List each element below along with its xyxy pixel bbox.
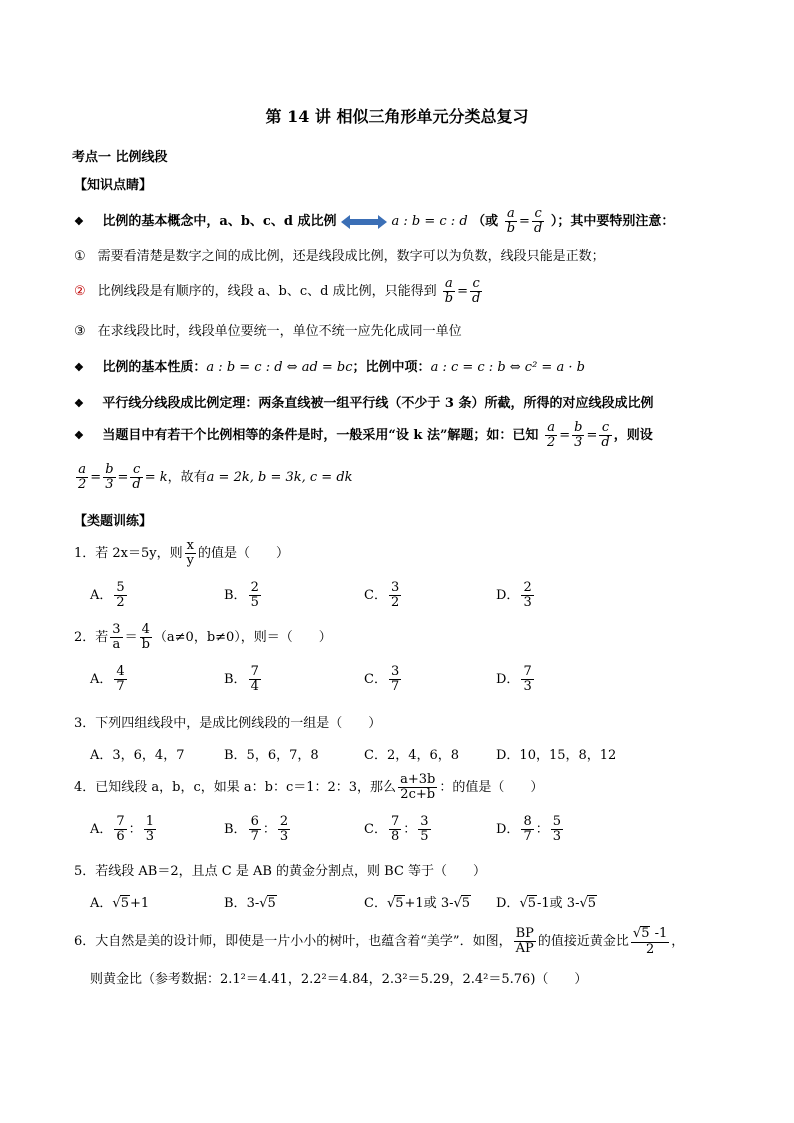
double-arrow-icon	[341, 214, 387, 230]
q4-option-a[interactable]: A． $\frac{7}{6}$ ： $\frac{1}{3}$	[90, 813, 154, 844]
q5-option-b[interactable]: B．3-√5	[224, 896, 276, 911]
question-4: 4．已知线段 a，b，c，如果 a：b：c＝1：2：3，那么 $\frac{a+3b}{2c+b}$ ：的值是（ ）	[74, 771, 544, 802]
fraction: $\frac{a}{b}$	[444, 275, 454, 306]
knowledge-point-4: ❖ 当题目中有若干个比例相等的条件是时，一般采用“设 k 法”解题；如：已知 $\frac{a}{2}$ = $\frac{b}{3}$ = $\frac{c}{d}$ ，则设	[74, 419, 653, 450]
fraction: $\frac{x}{y}$	[186, 537, 194, 568]
bullet-icon: ❖	[74, 429, 84, 442]
knowledge-header: 【知识点睛】	[74, 178, 153, 193]
q3-option-a[interactable]: A．3，6，4，7	[90, 748, 185, 763]
question-3: 3．下列四组线段中，是成比例线段的一组是（ ）	[74, 716, 382, 731]
q4-option-d[interactable]: D． $\frac{8}{7}$ ： $\frac{5}{3}$	[496, 813, 562, 844]
q4-option-b[interactable]: B． $\frac{6}{7}$ ： $\frac{2}{3}$	[224, 813, 289, 844]
q5-option-a[interactable]: A．√5+1	[90, 896, 150, 911]
knowledge-point-2: ❖ 比例的基本性质：a : b = c : d ⇔ ad = bc；比例中项：a : c = c : b ⇔ c² = a · b	[74, 360, 585, 375]
q3-option-c[interactable]: C．2，4，6，8	[364, 748, 460, 763]
note-1: ① 需要看清楚是数字之间的成比例，还是线段成比例，数字可以为负数，线段只能是正数；	[74, 249, 605, 264]
note-3: ③ 在求线段比时，线段单位要统一，单位不统一应先化成同一单位	[74, 324, 462, 339]
question-1: 1．若 2x＝5y，则 $\frac{x}{y}$ 的值是（ ）	[74, 537, 289, 568]
fraction: $\frac{c}{d}$	[471, 275, 481, 306]
page-title: 第 14 讲 相似三角形单元分类总复习	[265, 107, 529, 126]
practice-header: 【类题训练】	[74, 514, 153, 529]
fraction: $\frac{4}{b}$	[141, 621, 150, 652]
fraction: $\frac{b}{3}$	[105, 461, 114, 492]
knowledge-point-3: ❖ 平行线分线段成比例定理：两条直线被一组平行线（不少于 3 条）所截，所得的对应线段成比例	[74, 396, 654, 411]
fraction: $\frac{c}{d}$	[533, 205, 543, 236]
q1-option-d[interactable]: D． $\frac{2}{3}$	[496, 579, 532, 610]
fraction: $\frac{BP}{AP}$	[515, 925, 534, 956]
q2-option-c[interactable]: C． $\frac{3}{7}$	[364, 663, 400, 694]
fraction: $\frac{c}{d}$	[132, 461, 141, 492]
knowledge-point-1: ❖ 比例的基本概念中，a、b、c、d 成比例 a : b = c : d （或 $\frac{a}{b}$ = $\frac{c}{d}$ ）；其中要特别注意：	[74, 205, 675, 236]
q3-option-d[interactable]: D．10，15，8，12	[496, 748, 617, 763]
knowledge-point-4-cont: $\frac{a}{2}$ = $\frac{b}{3}$ = $\frac{c}{d}$ = k，故有a = 2k, b = 3k, c = dk	[78, 461, 353, 492]
q2-option-d[interactable]: D． $\frac{7}{3}$	[496, 663, 532, 694]
q5-option-d[interactable]: D．√5-1或 3-√5	[496, 896, 597, 911]
fraction: $\frac{b}{3}$	[574, 419, 583, 450]
fraction: $\frac{a+3b}{2c+b}$	[400, 771, 436, 802]
question-6-line-2: 则黄金比（参考数据：2.1²＝4.41，2.2²＝4.84，2.3²＝5.29，2.4²＝5.76)（ ）	[90, 972, 588, 987]
q5-option-c[interactable]: C．√5+1或 3-√5	[364, 896, 471, 911]
question-5: 5．若线段 AB＝2，且点 C 是 AB 的黄金分割点，则 BC 等于（ ）	[74, 864, 487, 879]
bullet-icon: ❖	[74, 215, 84, 228]
q2-option-b[interactable]: B． $\frac{7}{4}$	[224, 663, 259, 694]
section-heading: 考点一 比例线段	[72, 150, 168, 165]
bullet-icon: ❖	[74, 397, 84, 410]
fraction: $\frac{3}{a}$	[112, 621, 121, 652]
question-2: 2．若 $\frac{3}{a}$ ＝ $\frac{4}{b}$ （a≠0，b≠0），则＝（ ）	[74, 621, 332, 652]
question-6: 6．大自然是美的设计师，即使是一片小小的树叶，也蕴含着“美学”．如图， $\frac{BP}{AP}$ 的值接近黄金比 $\frac{√5 -1}{2}$ ，	[74, 925, 685, 957]
fraction: $\frac{a}{2}$	[78, 461, 87, 492]
q1-option-c[interactable]: C． $\frac{3}{2}$	[364, 579, 400, 610]
fraction: $\frac{a}{2}$	[546, 419, 556, 450]
fraction: $\frac{√5 -1}{2}$	[632, 926, 668, 957]
fraction: $\frac{c}{d}$	[601, 419, 610, 450]
q3-option-b[interactable]: B．5，6，7，8	[224, 748, 319, 763]
bullet-icon: ❖	[74, 361, 84, 374]
note-2: ② 比例线段是有顺序的，线段 a、b、c、d 成比例，只能得到 $\frac{a}{b}$ = $\frac{c}{d}$	[74, 275, 481, 306]
fraction: $\frac{a}{b}$	[506, 205, 516, 236]
q4-option-c[interactable]: C． $\frac{7}{8}$ ： $\frac{3}{5}$	[364, 813, 429, 844]
q2-option-a[interactable]: A． $\frac{4}{7}$	[90, 663, 125, 694]
q1-option-b[interactable]: B． $\frac{2}{5}$	[224, 579, 259, 610]
q1-option-a[interactable]: A． $\frac{5}{2}$	[90, 579, 125, 610]
